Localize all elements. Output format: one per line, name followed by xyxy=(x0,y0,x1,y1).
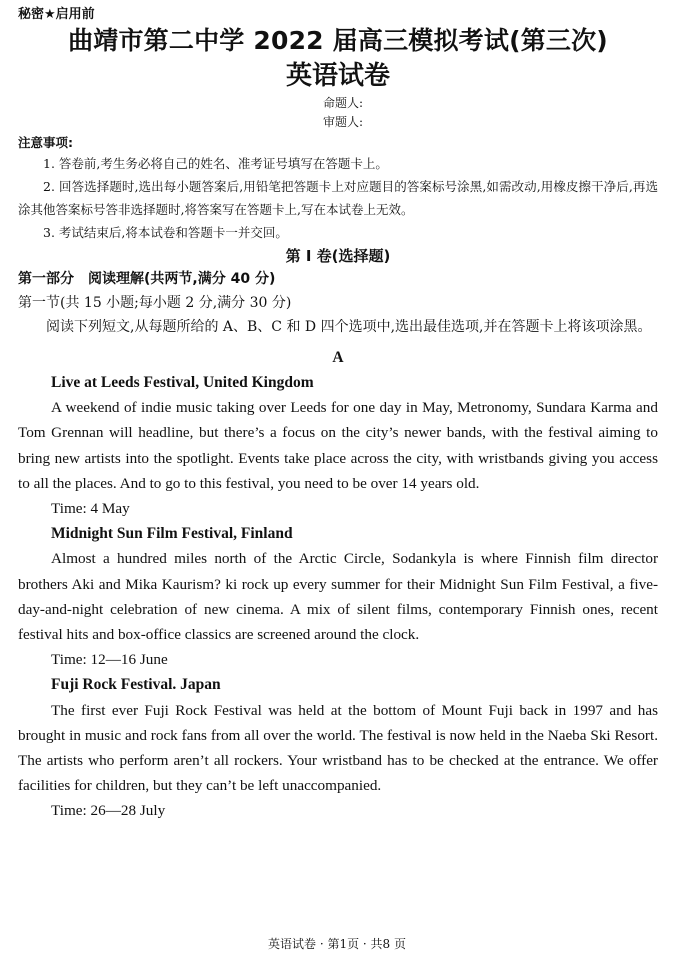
exam-subject-title: 英语试卷 xyxy=(285,61,390,91)
festival-title: Fuji Rock Festival. Japan xyxy=(51,676,221,694)
reviewer: 审题人: xyxy=(323,115,364,129)
exam-title: 曲靖市第二中学 2022 届高三模拟考试(第三次) xyxy=(68,26,608,55)
section-title: 第一节(共 15 小题;每小题 2 分,满分 30 分) xyxy=(18,295,292,311)
festival-title: Midnight Sun Film Festival, Finland xyxy=(51,525,293,543)
festival-text: A weekend of indie music taking over Leeds for one day in May, Metronomy, Sundara Karma and Tom Grennan will headline, but there’s a focus on the city’s newer bands, with the festival aiming to bring new artists into the spotlight. Events take place across the city, with wristbands giving you access to all the places. And to go to this festival, you need to be over 14 years old. xyxy=(18,399,658,492)
page-footer: 英语试卷 · 第1页 · 共8 页 xyxy=(268,937,406,951)
festival-time: Time: 12—16 June xyxy=(51,651,168,669)
passage-letter: A xyxy=(332,349,344,366)
festival-time: Time: 26—28 July xyxy=(51,802,166,820)
notice-item: 2. 回答选择题时,选出每小题答案后,用铅笔把答题卡上对应题目的答案标号涂黑,如需改动,用橡皮擦干净后,再选涂其他答案标号答非选择题时,将答案写在答题卡上,写在本试卷上无效。 xyxy=(18,179,658,217)
festival-text: Almost a hundred miles north of the Arctic Circle, Sodankyla is where Finnish film director brothers Aki and Mika Kaurism? ki rock up every summer for their Midnight Sun Film Festival, a five-day-and-night celebration of new cinema. A mix of silent films, contemporary Finnish ones, recent festival hits and box-office classics are screened around the clock. xyxy=(18,550,658,644)
festival-text: The first ever Fuji Rock Festival was held at the bottom of Mount Fuji back in 1997 and has brought in music and rock fans from all over the world. The festival is now held in the Naeba Ski Resort. The artists who perform aren’t all rockers. Your wristband has to be checked at the entrance. We offer facilities for children, but they can’t be left unaccompanied. xyxy=(18,701,658,795)
question-setter: 命题人: xyxy=(323,96,364,110)
festival-title: Live at Leeds Festival, United Kingdom xyxy=(51,374,314,391)
directions: 阅读下列短文,从每题所给的 A、B、C 和 D 四个选项中,选出最佳选项,并在答题卡上将该项涂黑。 xyxy=(46,319,652,335)
volume-title: 第 I 卷(选择题) xyxy=(285,247,391,265)
secret-mark: 秘密★启用前 xyxy=(18,7,95,22)
notice-item: 1. 答卷前,考生务必将自己的姓名、准考证号填写在答题卡上。 xyxy=(43,156,388,171)
festival-time: Time: 4 May xyxy=(51,500,130,518)
notice-heading: 注意事项: xyxy=(18,135,73,150)
part-title: 第一部分 阅读理解(共两节,满分 40 分) xyxy=(18,271,276,287)
notice-item: 3. 考试结束后,将本试卷和答题卡一并交回。 xyxy=(43,225,288,240)
